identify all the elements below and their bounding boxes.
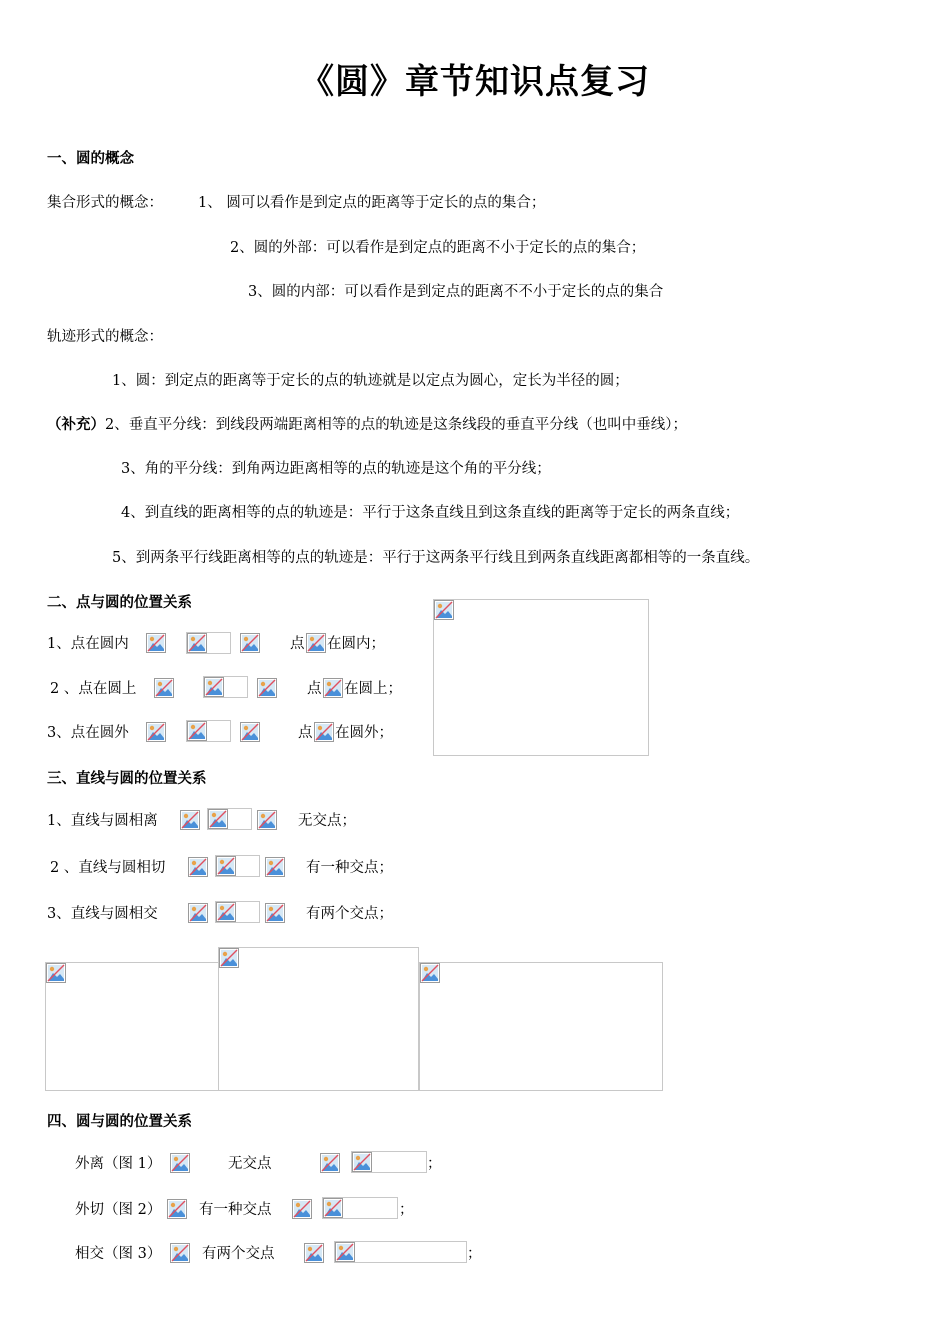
line-row-1-suffix: 无交点；	[298, 813, 356, 829]
broken-image-icon	[434, 600, 454, 620]
broken-image-icon	[335, 1242, 355, 1262]
broken-image-icon	[257, 810, 277, 830]
point-row-2-suffix: 在圆上；	[344, 681, 402, 697]
broken-image-icon	[292, 1199, 312, 1219]
broken-image-icon	[304, 1243, 324, 1263]
broken-image-icon	[265, 903, 285, 923]
broken-image-icon	[219, 948, 239, 968]
point-circle-figure	[433, 599, 649, 756]
broken-image-icon	[188, 903, 208, 923]
broken-image-icon	[146, 633, 166, 653]
broken-image-icon	[265, 857, 285, 877]
locus-item-3: 3、角的平分线：到角两边距离相等的点的轨迹是这个角的平分线；	[121, 461, 551, 477]
line-row-3-suffix: 有两个交点；	[306, 906, 393, 922]
locus-item-1: 1、圆：到定点的距离等于定长的点的轨迹就是以定点为圆心，定长为半径的圆；	[112, 373, 629, 389]
circle-row-2-label: 外切（图 2）	[75, 1202, 162, 1218]
circle-row-3-desc: 有两个交点	[202, 1246, 275, 1262]
circle-row-3-label: 相交（图 3）	[75, 1246, 162, 1262]
broken-image-icon	[187, 633, 207, 653]
formula-box	[322, 1197, 398, 1219]
circle-row-3-end: ；	[467, 1246, 482, 1262]
section-heading-point-circle: 二、点与圆的位置关系	[47, 595, 192, 611]
locus-item-5: 5、到两条平行线距离相等的点的轨迹是：平行于这两条平行线且到两条直线距离都相等的一条直线。	[112, 550, 760, 566]
broken-image-icon	[352, 1152, 372, 1172]
broken-image-icon	[420, 963, 440, 983]
set-concept-label: 集合形式的概念：	[47, 195, 163, 211]
line-circle-figure-3	[419, 962, 663, 1091]
set-concept-item-1: 1、 圆可以看作是到定点的距离等于定长的点的集合；	[198, 195, 546, 211]
circle-row-1-label: 外离（图 1）	[75, 1156, 162, 1172]
broken-image-icon	[188, 857, 208, 877]
locus-item-2-row	[47, 413, 687, 434]
broken-image-icon	[180, 810, 200, 830]
broken-image-icon	[306, 633, 326, 653]
section-heading-circle-concept: 一、圆的概念	[47, 151, 134, 167]
circle-row-1-desc: 无交点	[228, 1156, 272, 1172]
broken-image-icon	[154, 678, 174, 698]
broken-image-icon	[146, 722, 166, 742]
section-heading-circle-circle: 四、圆与圆的位置关系	[47, 1114, 192, 1130]
circle-row-2-end: ；	[399, 1202, 414, 1218]
point-word: 点	[307, 681, 322, 697]
formula-box	[334, 1241, 467, 1263]
formula-box	[203, 676, 248, 698]
point-row-3-suffix: 在圆外；	[335, 725, 393, 741]
broken-image-icon	[167, 1199, 187, 1219]
point-word: 点	[298, 725, 313, 741]
line-circle-figure-2	[218, 947, 419, 1091]
line-row-2-suffix: 有一种交点；	[306, 860, 393, 876]
broken-image-icon	[216, 902, 236, 922]
formula-box	[215, 901, 260, 923]
line-row-2-label: 2 、直线与圆相切	[50, 860, 166, 876]
broken-image-icon	[208, 809, 228, 829]
set-concept-item-2: 2、圆的外部：可以看作是到定点的距离不小于定长的点的集合；	[230, 240, 646, 256]
broken-image-icon	[320, 1153, 340, 1173]
supplement-tag: （补充）	[47, 416, 105, 433]
circle-row-2-desc: 有一种交点	[199, 1202, 272, 1218]
formula-box	[186, 720, 231, 742]
formula-box	[207, 808, 252, 830]
formula-box	[351, 1151, 427, 1173]
locus-item-2: 2、垂直平分线：到线段两端距离相等的点的轨迹是这条线段的垂直平分线（也叫中垂线）；	[105, 417, 687, 433]
page-title: 《圆》章节知识点复习	[300, 62, 650, 102]
section-heading-line-circle: 三、直线与圆的位置关系	[47, 771, 207, 787]
broken-image-icon	[257, 678, 277, 698]
formula-box	[186, 632, 231, 654]
broken-image-icon	[240, 633, 260, 653]
broken-image-icon	[170, 1243, 190, 1263]
broken-image-icon	[323, 1198, 343, 1218]
broken-image-icon	[187, 721, 207, 741]
point-row-1-suffix: 在圆内；	[327, 636, 385, 652]
locus-concept-label: 轨迹形式的概念：	[47, 329, 163, 345]
broken-image-icon	[216, 856, 236, 876]
formula-box	[215, 855, 260, 877]
broken-image-icon	[204, 677, 224, 697]
broken-image-icon	[314, 722, 334, 742]
broken-image-icon	[323, 678, 343, 698]
broken-image-icon	[240, 722, 260, 742]
point-row-3-label: 3、点在圆外	[47, 725, 129, 741]
broken-image-icon	[170, 1153, 190, 1173]
set-concept-item-3: 3、圆的内部：可以看作是到定点的距离不不小于定长的点的集合	[248, 284, 664, 300]
point-row-2-label: 2 、点在圆上	[50, 681, 137, 697]
broken-image-icon	[46, 963, 66, 983]
point-row-1-label: 1、点在圆内	[47, 636, 129, 652]
line-row-3-label: 3、直线与圆相交	[47, 906, 158, 922]
line-circle-figure-1	[45, 962, 219, 1091]
circle-row-1-end: ；	[427, 1156, 442, 1172]
locus-item-4: 4、到直线的距离相等的点的轨迹是：平行于这条直线且到这条直线的距离等于定长的两条直线；	[121, 505, 740, 521]
line-row-1-label: 1、直线与圆相离	[47, 813, 158, 829]
point-word: 点	[290, 636, 305, 652]
